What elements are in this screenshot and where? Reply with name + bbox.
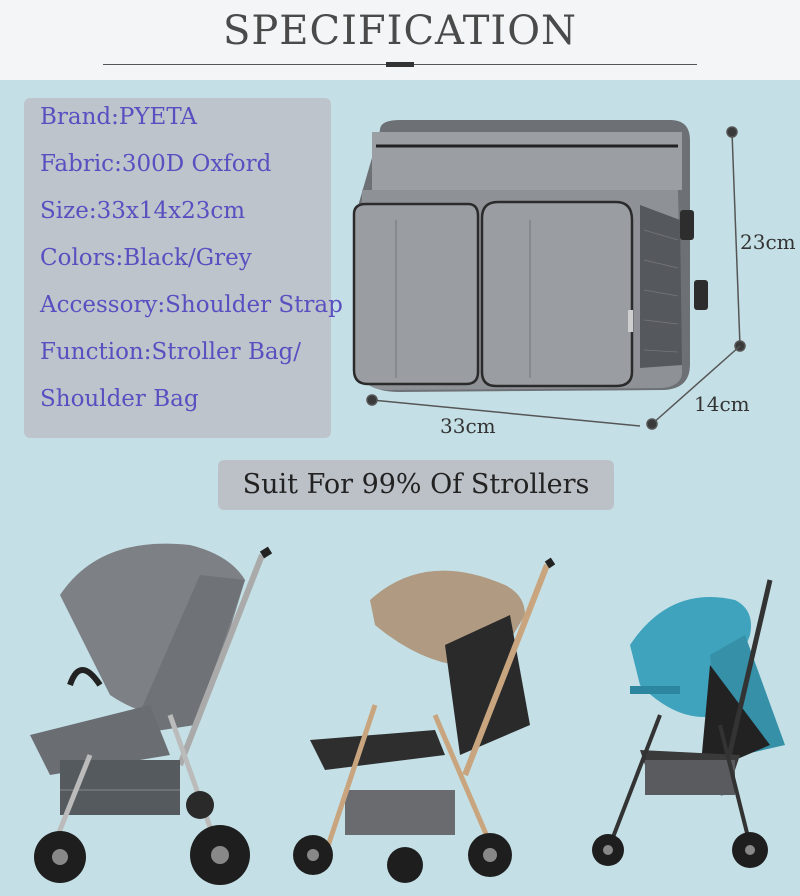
spec-accessory: Accessory:Shoulder Strap bbox=[40, 292, 343, 318]
spec-function-cont: Shoulder Bag bbox=[40, 386, 199, 412]
suit-banner-text: Suit For 99% Of Strollers bbox=[242, 469, 590, 500]
spec-panel bbox=[24, 98, 343, 438]
stroller-teal-image bbox=[570, 575, 795, 895]
header-bar bbox=[0, 0, 800, 80]
suit-banner bbox=[218, 460, 614, 510]
stroller-grey-image bbox=[20, 535, 280, 895]
dimension-height: 23cm bbox=[740, 230, 796, 254]
spec-fabric: Fabric:300D Oxford bbox=[40, 151, 272, 177]
spec-function: Function:Stroller Bag/ bbox=[40, 339, 302, 365]
spec-brand: Brand:PYETA bbox=[40, 104, 198, 130]
title-divider-accent bbox=[386, 62, 414, 67]
spec-colors: Colors:Black/Grey bbox=[40, 245, 252, 271]
stroller-khaki-image bbox=[285, 555, 555, 895]
spec-size: Size:33x14x23cm bbox=[40, 198, 246, 224]
page-title: SPECIFICATION bbox=[222, 8, 578, 54]
dimension-width: 33cm bbox=[440, 414, 496, 438]
dimension-depth: 14cm bbox=[694, 392, 750, 416]
